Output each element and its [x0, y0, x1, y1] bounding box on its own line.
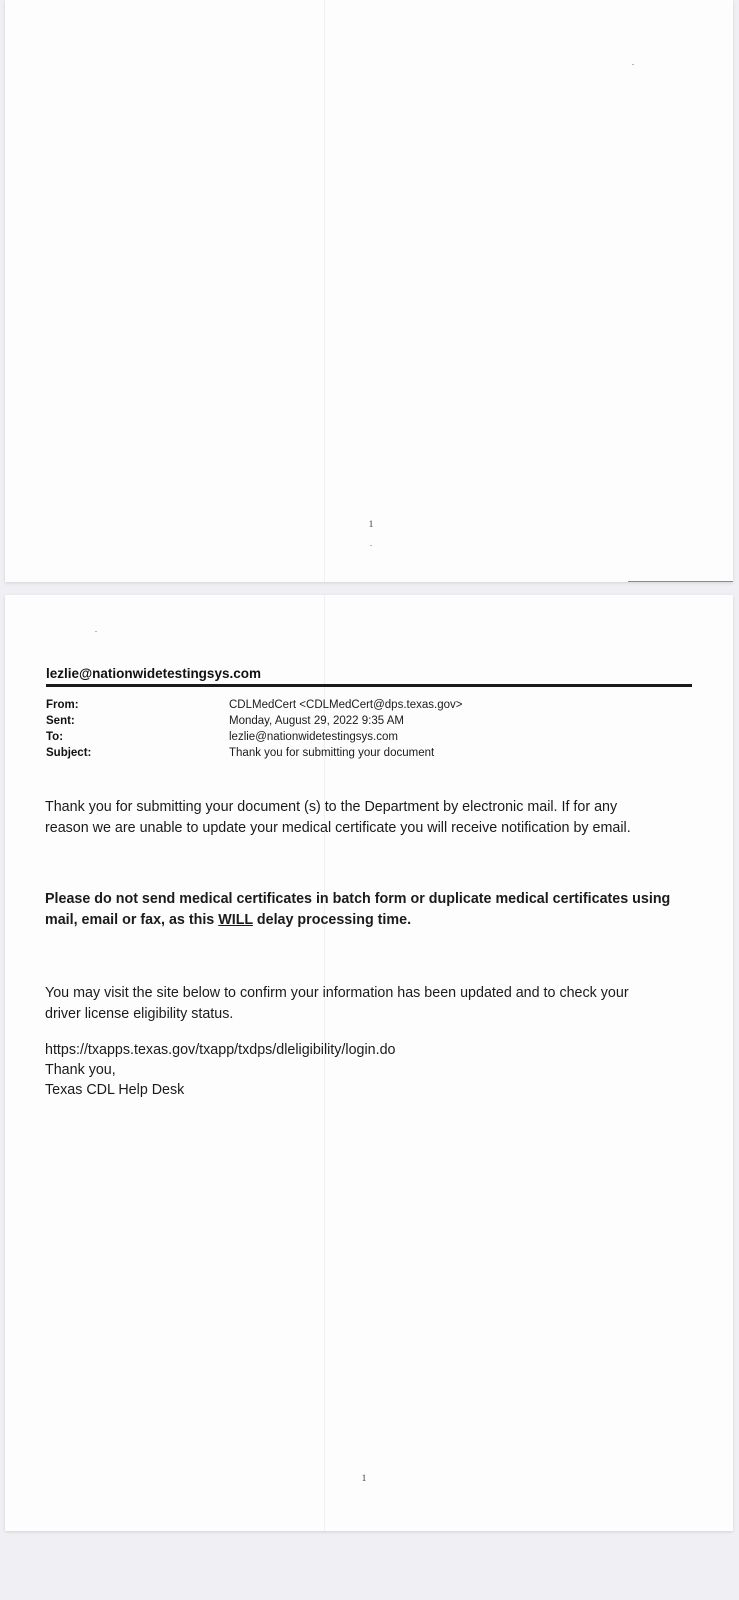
warning-text-start: mail, email or fax, as this	[45, 912, 219, 928]
eligibility-url: https://txapps.texas.gov/txapp/txdps/dleligibility/login.do	[45, 1042, 396, 1058]
page-edge-line	[628, 581, 733, 582]
body-paragraph-warning	[45, 889, 695, 931]
from-label: From:	[46, 699, 79, 711]
body-line	[45, 910, 695, 931]
body-paragraph-confirmation	[45, 797, 695, 839]
sent-value: Monday, August 29, 2022 9:35 AM	[229, 715, 404, 727]
subject-row	[46, 745, 692, 761]
scan-speck	[95, 631, 97, 632]
warning-emphasis: WILL	[218, 912, 253, 928]
subject-value: Thank you for submitting your document	[229, 747, 435, 759]
to-row	[46, 729, 692, 745]
body-line: driver license eligibility status.	[45, 1006, 234, 1022]
to-value: lezlie@nationwidetestingsys.com	[229, 731, 398, 743]
body-line: Please do not send medical certificates in batch form or duplicate medical certificates using	[45, 891, 671, 907]
scanned-page-1	[5, 0, 733, 582]
to-label: To:	[46, 731, 64, 743]
email-header	[41, 665, 692, 761]
scan-speck	[370, 545, 372, 546]
subject-label: Subject:	[46, 747, 92, 759]
header-rule	[46, 684, 692, 687]
from-row	[46, 697, 692, 713]
body-paragraph-instructions	[45, 983, 695, 1025]
page-number: 1	[368, 519, 374, 529]
sent-label: Sent:	[46, 715, 75, 727]
paper-fold-line	[324, 0, 325, 582]
body-line: You may visit the site below to confirm your information has been updated and to check your	[45, 985, 629, 1001]
signature: Texas CDL Help Desk	[45, 1082, 185, 1098]
scan-speck	[632, 64, 634, 65]
page-number: 1	[361, 1473, 367, 1483]
from-value: CDLMedCert <CDLMedCert@dps.texas.gov>	[229, 699, 463, 711]
email-metadata	[46, 697, 692, 761]
body-line: reason we are unable to update your medical certificate you will receive notification by email.	[45, 820, 631, 836]
closing-thanks: Thank you,	[45, 1062, 116, 1078]
sent-row	[46, 713, 692, 729]
warning-text-end: delay processing time.	[252, 912, 412, 928]
email-account-address: lezlie@nationwidetestingsys.com	[46, 666, 261, 681]
body-line: Thank you for submitting your document (s) to the Department by electronic mail. If for any	[45, 799, 618, 815]
